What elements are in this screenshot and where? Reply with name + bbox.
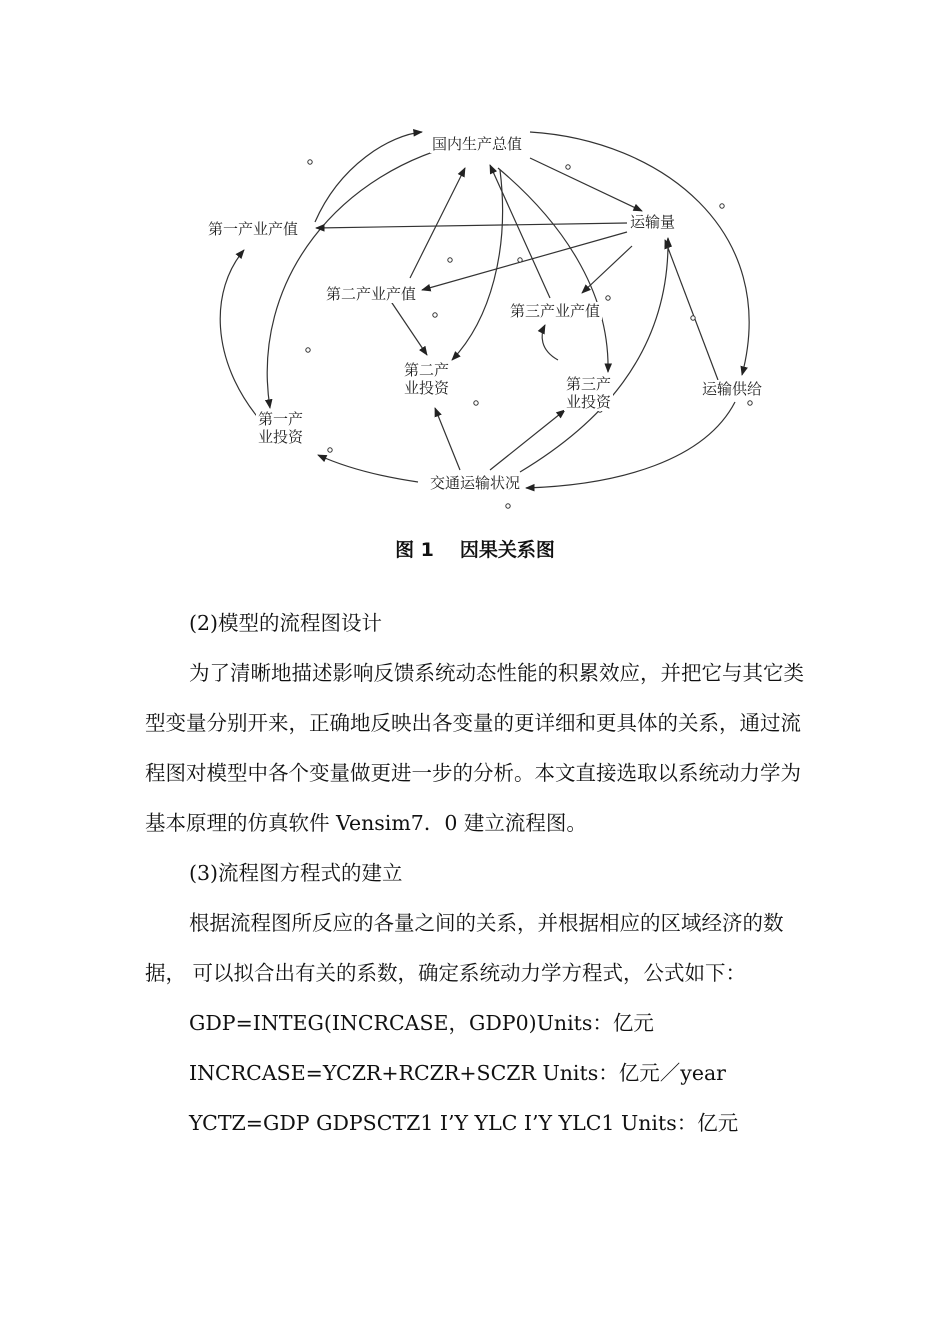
arrow-gdp-to-transport-volume	[530, 158, 642, 211]
causal-loop-diagram	[190, 110, 810, 530]
arrow-status-to-transport-volume	[520, 238, 668, 472]
diagram-arrows	[190, 110, 810, 530]
equation-1: GDP=INTEG(INCRCASE，GDP0)Units：亿元	[189, 1011, 654, 1035]
arrow-secondary-output-to-secondary-invest	[390, 300, 427, 355]
section-heading-3: (3)流程图方程式的建立	[189, 861, 403, 885]
figure-title: 因果关系图	[459, 539, 555, 561]
figure-caption	[0, 535, 950, 562]
equation-2: INCRCASE=YCZR+RCZR+SCZR Units：亿元／year	[189, 1061, 726, 1085]
paragraph-1: 为了清晰地描述影响反馈系统动态性能的积累效应，并把它与其它类型变量分别开来，正确地反映出各变量的更详细和更具体的关系，通过流程图对模型中各个变量做更进一步的分析。本文直接选取以系统动力学为基本原理的仿真软件 Vensim7．0 建立流程图。	[145, 661, 804, 835]
arrow-tertiary-output-to-gdp	[490, 165, 550, 298]
node-primary-output: 第一产业产值	[208, 220, 299, 238]
arrow-status-to-primary-invest	[318, 455, 418, 482]
node-tertiary-output: 第三产业产值	[510, 302, 601, 320]
arrow-primary-invest-to-primary-output	[220, 250, 260, 420]
node-transport-supply: 运输供给	[702, 380, 763, 398]
arrow-tertiary-invest-to-tertiary-output	[542, 325, 558, 360]
node-secondary-output: 第二产业产值	[326, 285, 417, 303]
node-transport-volume: 运输量	[630, 213, 676, 231]
arrow-transport-supply-to-status	[526, 402, 735, 488]
arrow-primary-output-to-gdp	[315, 132, 422, 222]
link-markers	[306, 160, 752, 508]
arrow-gdp-to-tertiary-invest	[498, 168, 608, 372]
section-heading-2: (2)模型的流程图设计	[189, 611, 383, 635]
paragraph-2: 根据流程图所反应的各量之间的关系，并根据相应的区域经济的数据， 可以拟合出有关的系数，确定系统动力学方程式，公式如下：	[145, 911, 784, 985]
arrow-gdp-to-secondary-invest	[452, 170, 503, 360]
node-secondary-invest: 第二产 业投资	[404, 361, 450, 397]
arrow-transport-volume-to-tertiary-output	[582, 246, 632, 293]
arrow-status-to-tertiary-invest	[490, 410, 565, 470]
node-tertiary-invest: 第三产 业投资	[566, 375, 612, 411]
arrow-gdp-to-transport-supply	[530, 132, 749, 375]
node-transport-status: 交通运输状况	[430, 474, 521, 492]
equation-3: YCTZ=GDP GDPSCTZ1 I’Y YLC I’Y YLC1 Units：亿元	[189, 1111, 739, 1135]
figure-number: 图 1	[395, 539, 434, 561]
arrow-status-to-secondary-invest	[435, 408, 460, 470]
arrow-secondary-output-to-gdp	[410, 168, 465, 278]
arrow-transport-supply-to-transport-volume	[665, 240, 718, 380]
node-gdp: 国内生产总值	[432, 135, 523, 153]
node-primary-invest: 第一产 业投资	[258, 410, 304, 446]
arrow-transport-volume-to-primary-output	[316, 223, 627, 228]
body-text	[145, 598, 810, 1148]
